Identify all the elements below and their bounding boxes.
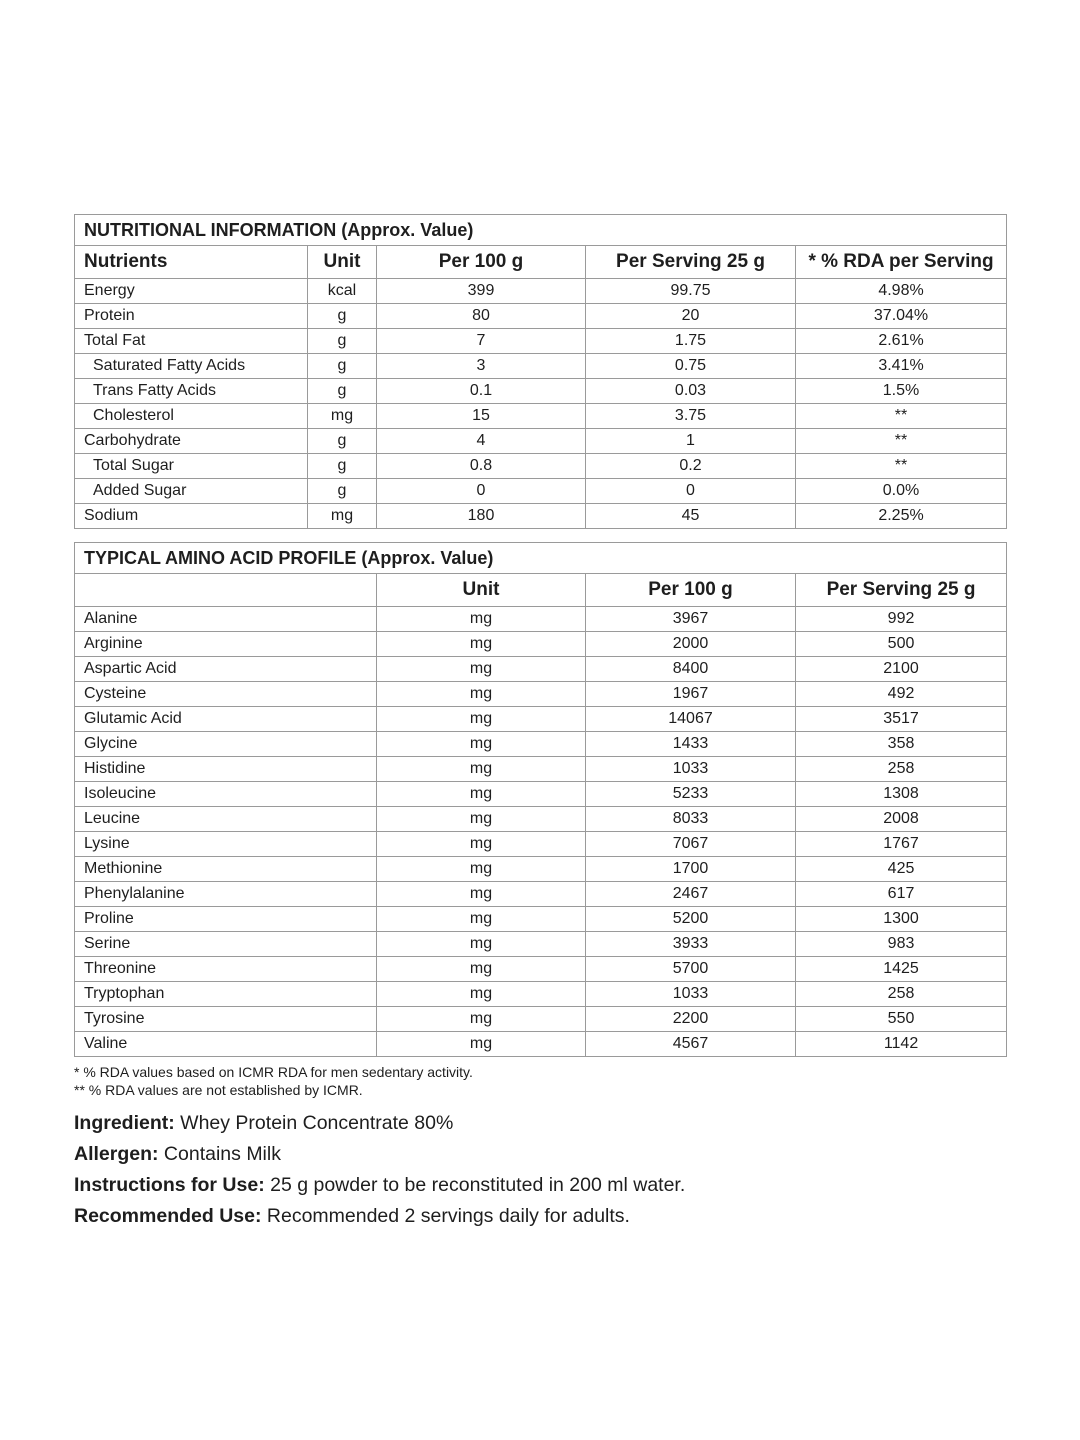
table-row xyxy=(75,832,1007,857)
table-row xyxy=(75,757,1007,782)
table-row xyxy=(75,632,1007,657)
table-row xyxy=(75,682,1007,707)
amino-acid-unit: mg xyxy=(377,732,586,757)
amino-acid-name: Cysteine xyxy=(75,682,377,707)
nutrient-rda: 4.98% xyxy=(796,279,1007,304)
table-row xyxy=(75,479,1007,504)
ingredient-label: Ingredient: xyxy=(74,1112,175,1134)
nutrient-name: Trans Fatty Acids xyxy=(75,379,308,404)
nutrient-per-100g: 3 xyxy=(377,354,586,379)
nutrient-unit: g xyxy=(308,429,377,454)
nutrient-unit: g xyxy=(308,479,377,504)
amino-acid-name: Tryptophan xyxy=(75,982,377,1007)
amino-acid-per-100g: 8400 xyxy=(586,657,796,682)
amino-acid-per-100g: 5700 xyxy=(586,957,796,982)
nutrient-per-serving: 1.75 xyxy=(586,329,796,354)
amino-acid-per-serving: 492 xyxy=(796,682,1007,707)
amino-title: TYPICAL AMINO ACID PROFILE (Approx. Value) xyxy=(75,543,1007,574)
amino-acid-per-serving: 1767 xyxy=(796,832,1007,857)
nutrient-per-100g: 15 xyxy=(377,404,586,429)
nutrient-rda: ** xyxy=(796,429,1007,454)
amino-acid-name: Valine xyxy=(75,1032,377,1057)
table-row xyxy=(75,404,1007,429)
nutrient-per-serving: 20 xyxy=(586,304,796,329)
amino-acid-unit: mg xyxy=(377,682,586,707)
amino-acid-per-serving: 983 xyxy=(796,932,1007,957)
instructions-text: 25 g powder to be reconstituted in 200 ml water. xyxy=(264,1174,686,1196)
nutrient-unit: mg xyxy=(308,504,377,529)
amino-acid-unit: mg xyxy=(377,907,586,932)
footnote-rda-not-established: ** % RDA values are not established by ICMR. xyxy=(74,1082,363,1098)
table-row xyxy=(75,1007,1007,1032)
col-header-blank xyxy=(75,574,377,607)
nutrient-rda: 0.0% xyxy=(796,479,1007,504)
table-row xyxy=(75,329,1007,354)
nutrient-unit: g xyxy=(308,354,377,379)
amino-acid-per-100g: 8033 xyxy=(586,807,796,832)
amino-acid-unit: mg xyxy=(377,832,586,857)
recommended-use-line xyxy=(74,1204,1006,1228)
table-row xyxy=(75,707,1007,732)
footnotes xyxy=(74,1063,1006,1099)
amino-acid-unit: mg xyxy=(377,807,586,832)
col-header-per-serving: Per Serving 25 g xyxy=(586,246,796,279)
amino-acid-per-serving: 425 xyxy=(796,857,1007,882)
nutrient-rda: 37.04% xyxy=(796,304,1007,329)
amino-acid-name: Leucine xyxy=(75,807,377,832)
amino-acid-unit: mg xyxy=(377,1007,586,1032)
amino-acid-per-100g: 5233 xyxy=(586,782,796,807)
nutrient-rda: 2.25% xyxy=(796,504,1007,529)
nutrient-per-100g: 0.8 xyxy=(377,454,586,479)
table-row xyxy=(75,454,1007,479)
amino-acid-per-100g: 1967 xyxy=(586,682,796,707)
col-header-per-100g: Per 100 g xyxy=(586,574,796,607)
table-row xyxy=(75,607,1007,632)
nutrition-table xyxy=(74,214,1007,529)
amino-acid-per-serving: 617 xyxy=(796,882,1007,907)
amino-acid-name: Aspartic Acid xyxy=(75,657,377,682)
instructions-label: Instructions for Use: xyxy=(74,1174,265,1196)
amino-acid-unit: mg xyxy=(377,632,586,657)
allergen-line xyxy=(74,1142,1006,1166)
footnote-rda-basis: * % RDA values based on ICMR RDA for men sedentary activity. xyxy=(74,1064,473,1080)
nutrient-unit: g xyxy=(308,379,377,404)
allergen-label: Allergen: xyxy=(74,1143,159,1165)
amino-acid-unit: mg xyxy=(377,932,586,957)
amino-acid-unit: mg xyxy=(377,657,586,682)
amino-acid-per-serving: 1142 xyxy=(796,1032,1007,1057)
amino-acid-per-serving: 258 xyxy=(796,982,1007,1007)
amino-acid-name: Arginine xyxy=(75,632,377,657)
recommended-use-text: Recommended 2 servings daily for adults. xyxy=(261,1205,630,1227)
amino-acid-per-serving: 2008 xyxy=(796,807,1007,832)
nutrient-name: Total Sugar xyxy=(75,454,308,479)
amino-acid-name: Proline xyxy=(75,907,377,932)
amino-acid-per-serving: 992 xyxy=(796,607,1007,632)
amino-acid-name: Methionine xyxy=(75,857,377,882)
amino-acid-per-100g: 7067 xyxy=(586,832,796,857)
nutrient-per-100g: 180 xyxy=(377,504,586,529)
nutrient-rda: 2.61% xyxy=(796,329,1007,354)
amino-acid-name: Phenylalanine xyxy=(75,882,377,907)
amino-acid-per-100g: 2200 xyxy=(586,1007,796,1032)
table-row xyxy=(75,882,1007,907)
amino-acid-name: Lysine xyxy=(75,832,377,857)
amino-acid-per-100g: 1033 xyxy=(586,757,796,782)
amino-header-row xyxy=(75,574,1007,607)
table-row xyxy=(75,429,1007,454)
nutrient-per-100g: 399 xyxy=(377,279,586,304)
amino-acid-name: Glutamic Acid xyxy=(75,707,377,732)
nutrient-per-serving: 0.03 xyxy=(586,379,796,404)
nutrient-per-100g: 0.1 xyxy=(377,379,586,404)
amino-acid-per-serving: 258 xyxy=(796,757,1007,782)
nutrient-per-100g: 7 xyxy=(377,329,586,354)
amino-acid-per-100g: 4567 xyxy=(586,1032,796,1057)
table-row xyxy=(75,957,1007,982)
ingredient-line xyxy=(74,1111,1006,1135)
product-info xyxy=(74,1111,1006,1228)
table-row xyxy=(75,504,1007,529)
label-panel xyxy=(74,214,1006,1235)
nutrient-per-100g: 4 xyxy=(377,429,586,454)
amino-acid-per-serving: 1300 xyxy=(796,907,1007,932)
nutrient-rda: 3.41% xyxy=(796,354,1007,379)
nutrient-per-serving: 0.2 xyxy=(586,454,796,479)
amino-acid-per-100g: 2467 xyxy=(586,882,796,907)
amino-acid-name: Alanine xyxy=(75,607,377,632)
nutrient-unit: mg xyxy=(308,404,377,429)
nutrient-name: Protein xyxy=(75,304,308,329)
table-row xyxy=(75,982,1007,1007)
nutrient-name: Sodium xyxy=(75,504,308,529)
amino-acid-unit: mg xyxy=(377,857,586,882)
col-header-per-serving: Per Serving 25 g xyxy=(796,574,1007,607)
amino-acid-per-100g: 2000 xyxy=(586,632,796,657)
nutrient-name: Saturated Fatty Acids xyxy=(75,354,308,379)
nutrient-per-serving: 0 xyxy=(586,479,796,504)
col-header-per-100g: Per 100 g xyxy=(377,246,586,279)
amino-acid-per-serving: 2100 xyxy=(796,657,1007,682)
table-row xyxy=(75,732,1007,757)
amino-acid-unit: mg xyxy=(377,957,586,982)
amino-acid-unit: mg xyxy=(377,982,586,1007)
nutrient-per-100g: 0 xyxy=(377,479,586,504)
amino-acid-name: Histidine xyxy=(75,757,377,782)
amino-acid-per-serving: 358 xyxy=(796,732,1007,757)
amino-acid-unit: mg xyxy=(377,782,586,807)
nutrient-unit: g xyxy=(308,454,377,479)
recommended-use-label: Recommended Use: xyxy=(74,1205,262,1227)
table-row xyxy=(75,354,1007,379)
col-header-rda: * % RDA per Serving xyxy=(796,246,1007,279)
instructions-line xyxy=(74,1173,1006,1197)
nutrition-title: NUTRITIONAL INFORMATION (Approx. Value) xyxy=(75,215,1007,246)
table-row xyxy=(75,782,1007,807)
nutrient-name: Cholesterol xyxy=(75,404,308,429)
amino-acid-name: Threonine xyxy=(75,957,377,982)
allergen-text: Contains Milk xyxy=(158,1143,281,1165)
table-row xyxy=(75,907,1007,932)
table-row xyxy=(75,379,1007,404)
nutrient-per-serving: 45 xyxy=(586,504,796,529)
amino-acid-per-100g: 3933 xyxy=(586,932,796,957)
table-row xyxy=(75,857,1007,882)
table-row xyxy=(75,304,1007,329)
amino-acid-unit: mg xyxy=(377,707,586,732)
nutrient-per-serving: 3.75 xyxy=(586,404,796,429)
nutrient-name: Total Fat xyxy=(75,329,308,354)
amino-acid-name: Glycine xyxy=(75,732,377,757)
amino-acid-per-serving: 3517 xyxy=(796,707,1007,732)
amino-acid-per-100g: 5200 xyxy=(586,907,796,932)
table-row xyxy=(75,807,1007,832)
nutrient-per-serving: 99.75 xyxy=(586,279,796,304)
table-row xyxy=(75,932,1007,957)
amino-acid-unit: mg xyxy=(377,757,586,782)
amino-acid-per-100g: 1433 xyxy=(586,732,796,757)
table-row xyxy=(75,657,1007,682)
amino-acid-unit: mg xyxy=(377,1032,586,1057)
amino-acid-table xyxy=(74,542,1007,1057)
nutrient-name: Added Sugar xyxy=(75,479,308,504)
nutrient-name: Energy xyxy=(75,279,308,304)
nutrition-header-row xyxy=(75,246,1007,279)
amino-acid-name: Tyrosine xyxy=(75,1007,377,1032)
amino-acid-per-100g: 1700 xyxy=(586,857,796,882)
nutrient-rda: ** xyxy=(796,454,1007,479)
ingredient-text: Whey Protein Concentrate 80% xyxy=(174,1112,454,1134)
amino-acid-per-100g: 1033 xyxy=(586,982,796,1007)
amino-acid-per-100g: 14067 xyxy=(586,707,796,732)
col-header-nutrients: Nutrients xyxy=(75,246,308,279)
amino-acid-name: Serine xyxy=(75,932,377,957)
nutrient-per-serving: 1 xyxy=(586,429,796,454)
nutrient-name: Carbohydrate xyxy=(75,429,308,454)
nutrient-rda: 1.5% xyxy=(796,379,1007,404)
amino-acid-per-serving: 550 xyxy=(796,1007,1007,1032)
nutrient-per-100g: 80 xyxy=(377,304,586,329)
amino-acid-per-100g: 3967 xyxy=(586,607,796,632)
nutrient-per-serving: 0.75 xyxy=(586,354,796,379)
amino-acid-per-serving: 1308 xyxy=(796,782,1007,807)
amino-acid-unit: mg xyxy=(377,607,586,632)
table-row xyxy=(75,1032,1007,1057)
amino-acid-unit: mg xyxy=(377,882,586,907)
col-header-unit: Unit xyxy=(377,574,586,607)
nutrient-rda: ** xyxy=(796,404,1007,429)
amino-acid-per-serving: 1425 xyxy=(796,957,1007,982)
nutrient-unit: g xyxy=(308,329,377,354)
col-header-unit: Unit xyxy=(308,246,377,279)
nutrient-unit: g xyxy=(308,304,377,329)
nutrient-unit: kcal xyxy=(308,279,377,304)
amino-acid-name: Isoleucine xyxy=(75,782,377,807)
amino-acid-per-serving: 500 xyxy=(796,632,1007,657)
table-row xyxy=(75,279,1007,304)
